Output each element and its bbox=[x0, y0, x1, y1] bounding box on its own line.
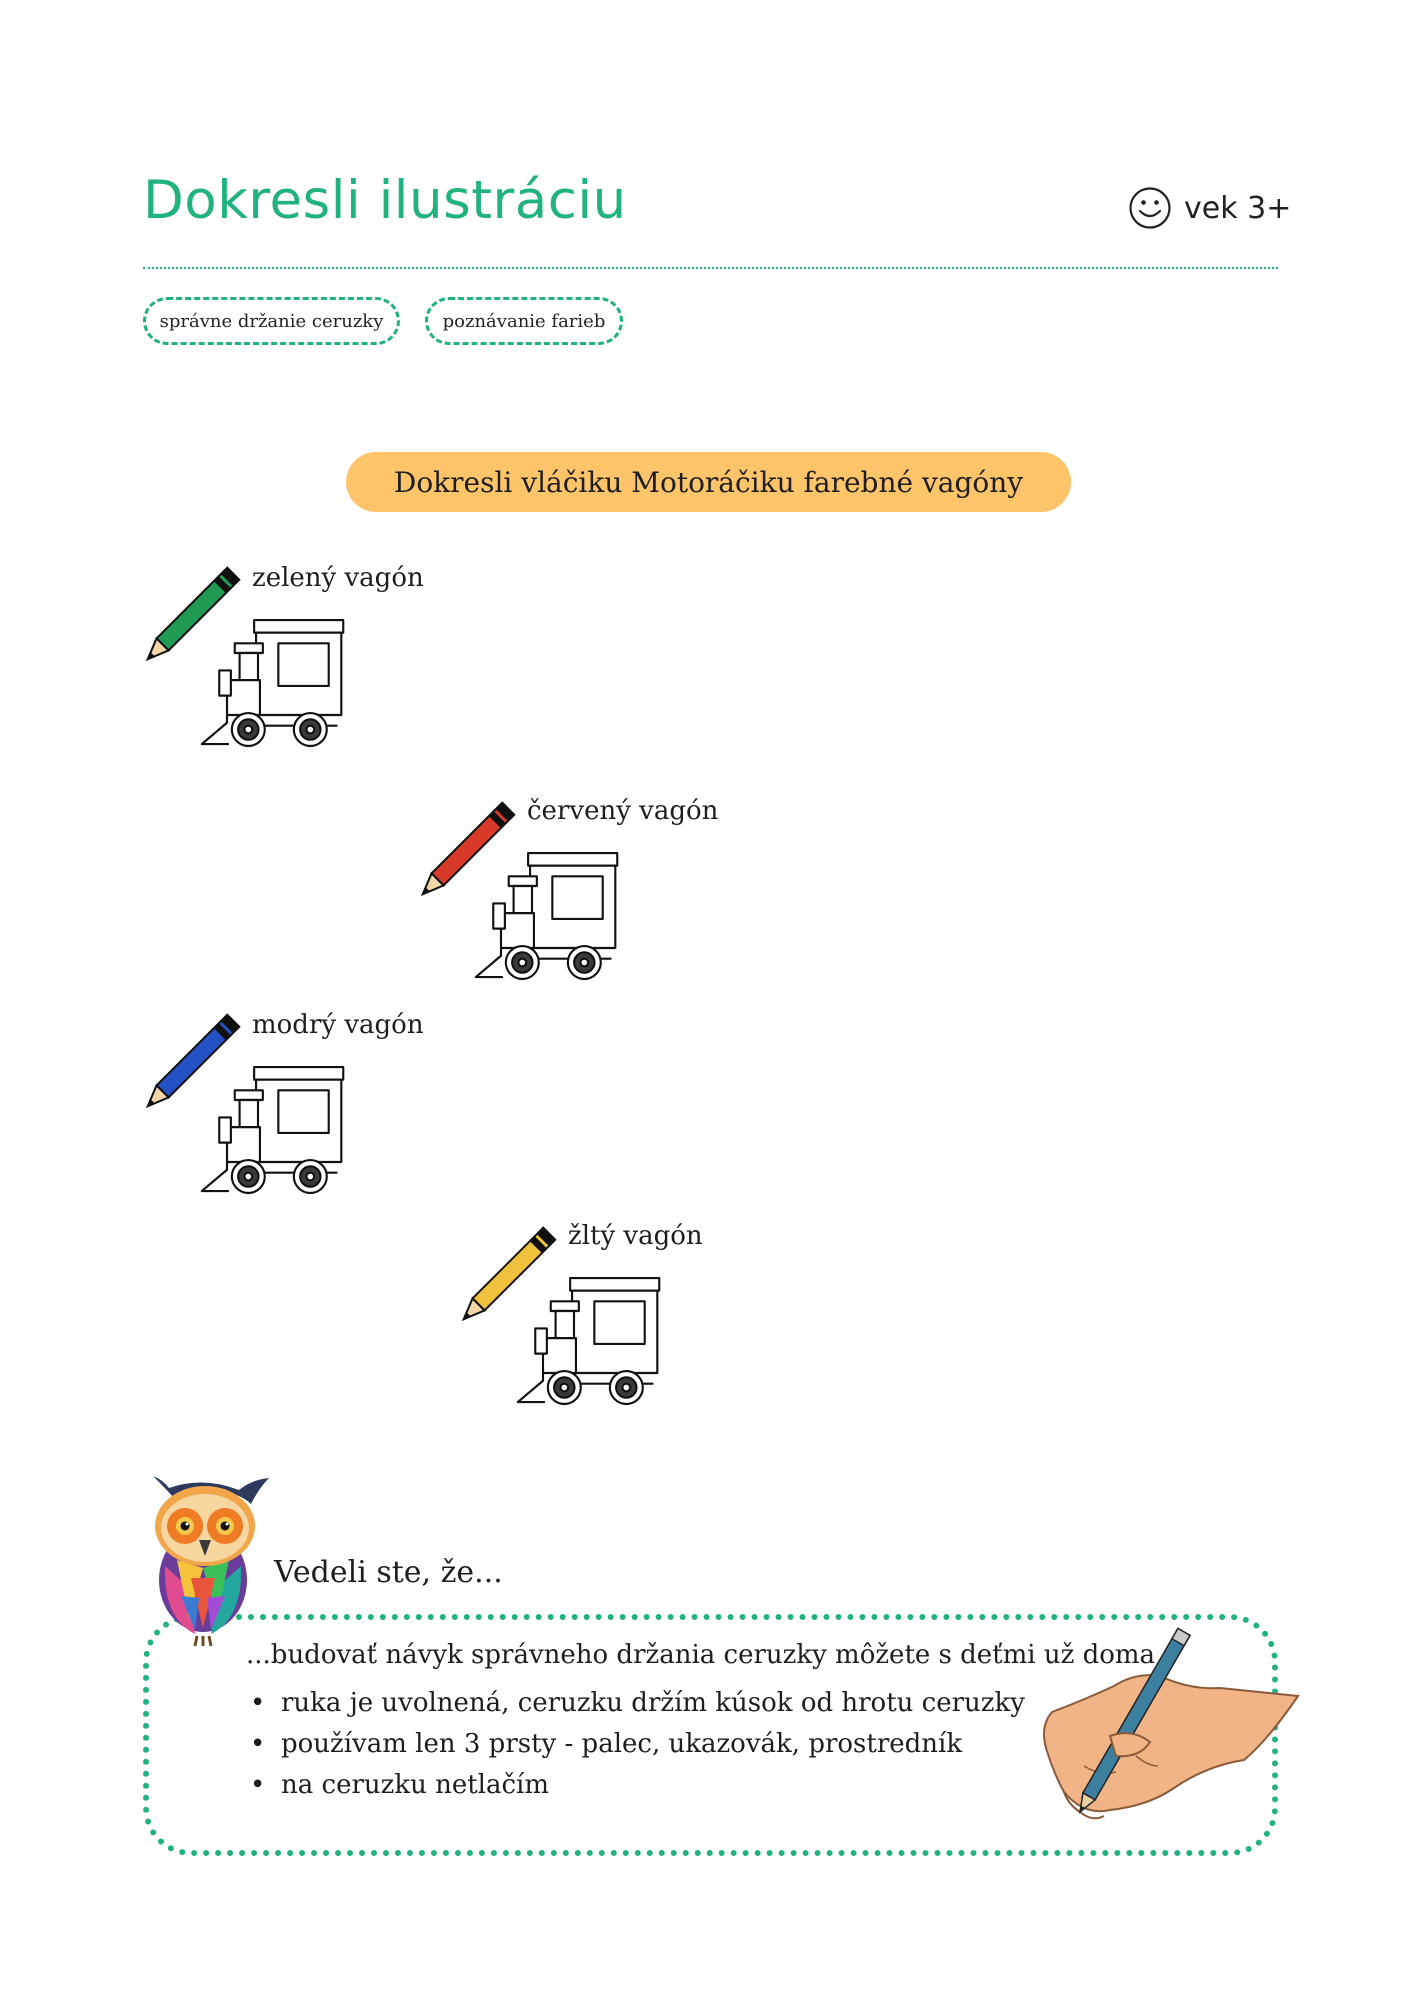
age-indicator bbox=[1128, 186, 1291, 230]
fact-bullet-list bbox=[246, 1683, 1025, 1806]
smiley-icon bbox=[1128, 186, 1172, 230]
task-label-yellow: žltý vagón bbox=[568, 1221, 703, 1251]
wheel bbox=[232, 1160, 327, 1193]
wheel bbox=[506, 946, 601, 979]
owl-icon bbox=[143, 1468, 271, 1648]
list-item: • na ceruzku netlačím bbox=[246, 1765, 1025, 1806]
hand-holding-pencil-icon bbox=[1040, 1616, 1300, 1828]
list-item: • používam len 3 prsty - palec, ukazovák, prostredník bbox=[246, 1724, 1025, 1765]
fact-intro: ...budovať návyk správneho držania ceruzky môžete s deťmi už doma bbox=[246, 1640, 1156, 1670]
title-divider bbox=[143, 267, 1278, 269]
wheel bbox=[232, 713, 327, 746]
wheel bbox=[548, 1371, 643, 1404]
task-label-green: zelený vagón bbox=[252, 563, 424, 593]
age-label: vek 3+ bbox=[1184, 190, 1292, 226]
locomotive-icon bbox=[196, 616, 351, 752]
page-title: Dokresli ilustráciu bbox=[143, 170, 627, 231]
list-item: • ruka je uvolnená, ceruzku držím kúsok od hrotu ceruzky bbox=[246, 1683, 1025, 1724]
locomotive-icon bbox=[196, 1063, 351, 1199]
tag-color-recognition: poznávanie farieb bbox=[425, 297, 623, 345]
instruction-banner: Dokresli vláčiku Motoráčiku farebné vagóny bbox=[346, 452, 1071, 512]
fact-title: Vedeli ste, že... bbox=[274, 1555, 503, 1590]
task-label-red: červený vagón bbox=[527, 796, 719, 826]
task-label-blue: modrý vagón bbox=[252, 1010, 424, 1040]
locomotive-icon bbox=[512, 1274, 667, 1410]
tag-pencil-grip: správne držanie ceruzky bbox=[143, 297, 400, 345]
locomotive-icon bbox=[470, 849, 625, 985]
